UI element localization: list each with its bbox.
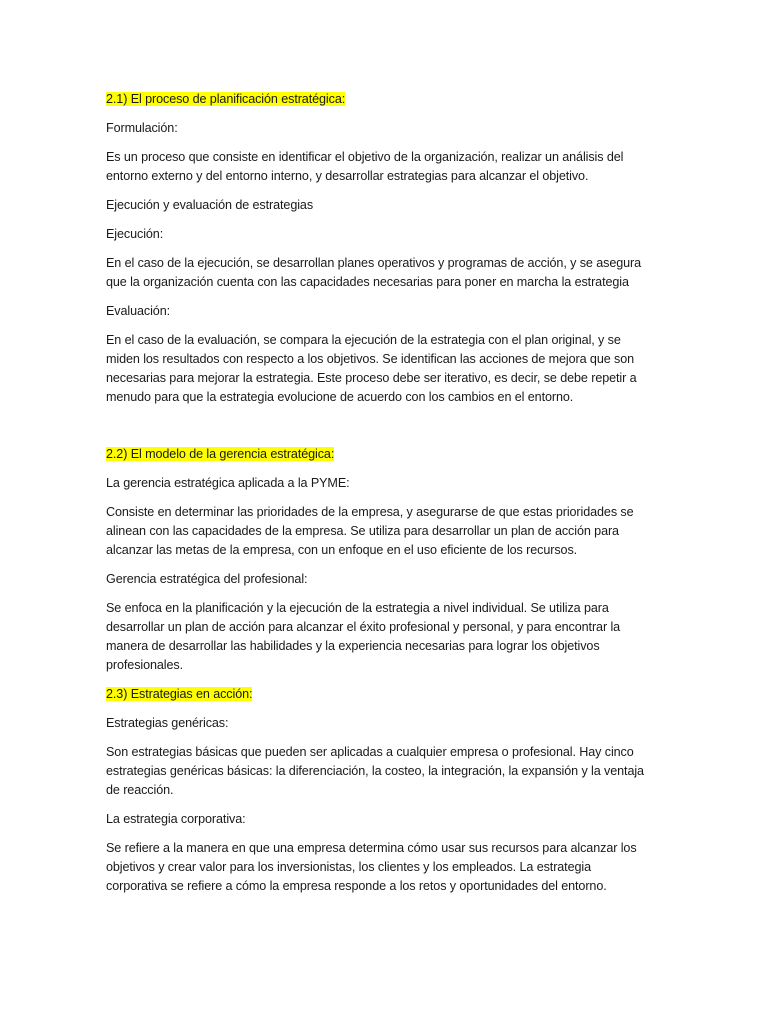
document-page <box>106 90 651 906</box>
highlighted-heading-text: 2.2) El modelo de la gerencia estratégica: <box>106 447 335 461</box>
section-heading <box>106 90 651 109</box>
subheading: Formulación: <box>106 121 178 135</box>
subheading: La gerencia estratégica aplicada a la PYME: <box>106 476 350 490</box>
paragraph: Se enfoca en la planificación y la ejecución de la estrategia a nivel individual. Se utiliza para desarrollar un plan de acción para alcanzar el éxito profesional y personal, y para encontrar la manera de desarrollar las habilidades y la experiencia necesarias para lograr los objetivos profesionales. <box>106 601 621 672</box>
highlighted-heading-text: 2.3) Estrategias en acción: <box>106 687 253 701</box>
section-spacer <box>106 417 651 445</box>
paragraph: Consiste en determinar las prioridades de la empresa, y asegurarse de que estas prioridades se alinean con las capacidades de la empresa. Se utiliza para desarrollar un plan de acción para alcanzar las metas de la empresa, con un enfoque en el uso eficiente de los recursos. <box>106 505 634 557</box>
highlighted-heading-text: 2.1) El proceso de planificación estratégica: <box>106 92 346 106</box>
paragraph: Se refiere a la manera en que una empresa determina cómo usar sus recursos para alcanzar los objetivos y crear valor para los inversionistas, los clientes y los empleados. La estrategia corporativa se refiere a cómo la empresa responde a los retos y oportunidades del entorno. <box>106 841 637 893</box>
subheading: Gerencia estratégica del profesional: <box>106 572 308 586</box>
subheading: Ejecución: <box>106 227 164 241</box>
paragraph: Son estrategias básicas que pueden ser aplicadas a cualquier empresa o profesional. Hay cinco estrategias genéricas básicas: la diferenciación, la costeo, la integración, la expansión y la ventaja de reacción. <box>106 745 644 797</box>
subheading: Ejecución y evaluación de estrategias <box>106 198 314 212</box>
subheading: Evaluación: <box>106 304 171 318</box>
paragraph: Es un proceso que consiste en identificar el objetivo de la organización, realizar un análisis del entorno externo y del entorno interno, y desarrollar estrategias para alcanzar el objetivo. <box>106 150 624 183</box>
section-heading <box>106 685 651 704</box>
subheading: Estrategias genéricas: <box>106 716 229 730</box>
subheading: La estrategia corporativa: <box>106 812 246 826</box>
paragraph: En el caso de la evaluación, se compara la ejecución de la estrategia con el plan original, y se miden los resultados con respecto a los objetivos. Se identifican las acciones de mejora que son necesarias para mejorar la estrategia. Este proceso debe ser iterativo, es decir, se debe repetir a menudo para que la estrategia evolucione de acuerdo con los cambios en el entorno. <box>106 333 637 404</box>
paragraph: En el caso de la ejecución, se desarrollan planes operativos y programas de acción, y se asegura que la organización cuenta con las capacidades necesarias para poner en marcha la estrategia <box>106 256 642 289</box>
section-heading <box>106 445 651 464</box>
